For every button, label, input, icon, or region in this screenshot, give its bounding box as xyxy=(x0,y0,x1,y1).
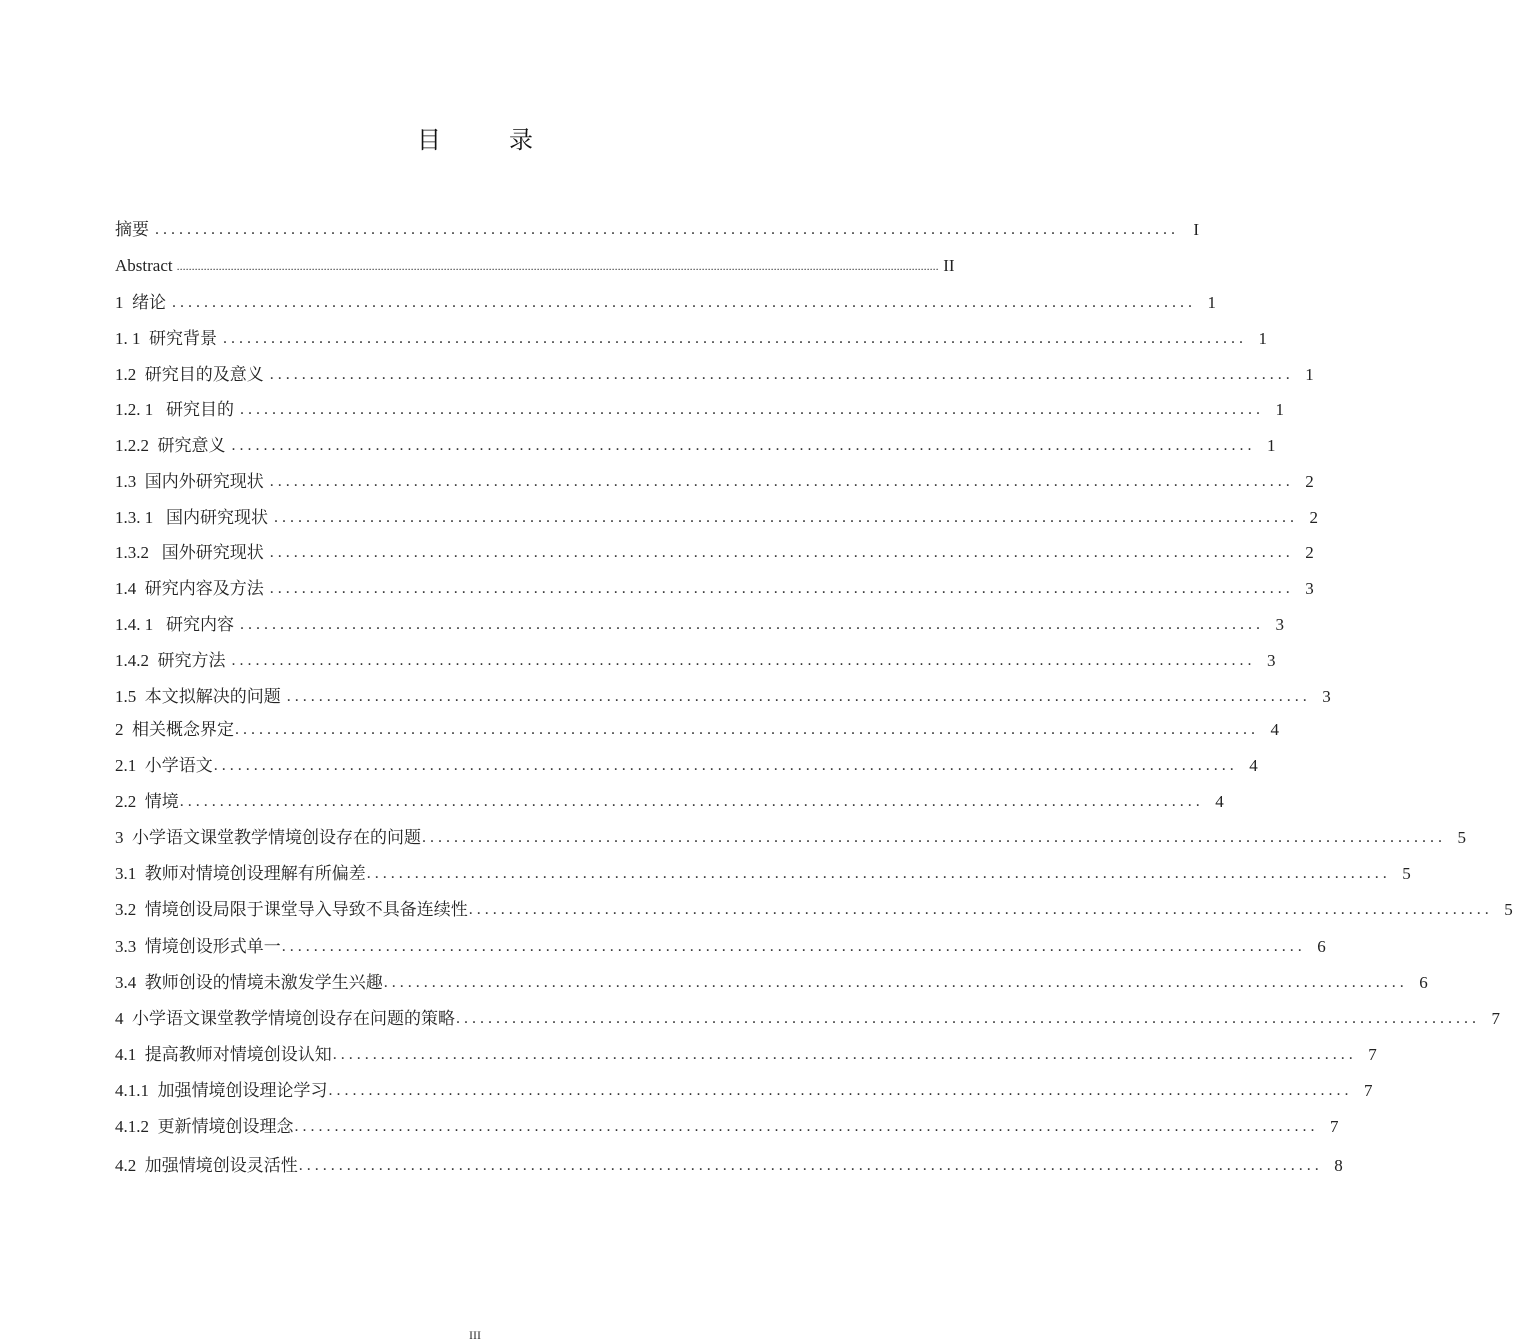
toc-entry-page: 2 xyxy=(1309,508,1318,527)
toc-leader-dots: ................................................................................................................................ xyxy=(172,294,1196,311)
toc-entry-label: 1. 1 研究背景 xyxy=(115,329,217,348)
toc-leader-dots: ................................................................................................................................ xyxy=(298,1157,1323,1174)
toc-leader-dots: ................................................................................................................................ xyxy=(155,221,1179,238)
toc-leader-dots: ................................................................................................................................ xyxy=(223,330,1247,347)
toc-entry-label: 4.1.2 更新情境创设理念 xyxy=(115,1117,294,1136)
toc-entry-label: 1.5 本文拟解决的问题 xyxy=(115,687,281,706)
toc-entry-page: 4 xyxy=(1270,720,1279,739)
toc-entry-label: 1.4 研究内容及方法 xyxy=(115,579,264,598)
toc-entry[interactable] xyxy=(115,469,1314,493)
toc-entry-label: Abstract xyxy=(115,256,173,275)
toc-entry-page: 3 xyxy=(1322,687,1331,706)
toc-entry-label: 1.2.2 研究意义 xyxy=(115,436,226,455)
toc-entry-page: 5 xyxy=(1504,900,1513,919)
toc-entry-page: 4 xyxy=(1215,792,1224,811)
toc-title: 目 录 xyxy=(417,128,555,154)
toc-leader-dots: ................................................................................................................................ xyxy=(269,544,1294,561)
toc-leader-dots: .............................................................................................................................................................................................................................................................. xyxy=(176,259,939,273)
toc-entry-label: 4.1 提高教师对情境创设认知 xyxy=(115,1045,332,1064)
toc-entry-page: 4 xyxy=(1249,756,1258,775)
toc-leader-dots: ................................................................................................................................ xyxy=(468,901,1493,918)
toc-entry-page: 5 xyxy=(1402,864,1411,883)
toc-entry[interactable] xyxy=(115,897,1513,921)
toc-leader-dots: ................................................................................................................................ xyxy=(240,616,1264,633)
toc-leader-dots: ................................................................................................................................ xyxy=(231,652,1256,669)
toc-entry-label: 4.1.1 加强情境创设理论学习 xyxy=(115,1081,328,1100)
toc-entry[interactable] xyxy=(115,684,1331,708)
toc-entry[interactable] xyxy=(115,290,1216,314)
toc-entry-page: 3 xyxy=(1267,651,1276,670)
toc-entry-label: 3.2 情境创设局限于课堂导入导致不具备连续性 xyxy=(115,900,468,919)
toc-entry-label: 1 绪论 xyxy=(115,293,166,312)
toc-entry-page: 6 xyxy=(1317,937,1326,956)
toc-entry[interactable] xyxy=(115,1078,1373,1102)
toc-leader-dots: ................................................................................................................................ xyxy=(281,938,1306,955)
toc-entry-label: 3.1 教师对情境创设理解有所偏差 xyxy=(115,864,366,883)
toc-entry[interactable] xyxy=(115,789,1224,813)
toc-leader-dots: ................................................................................................................................ xyxy=(179,793,1204,810)
toc-leader-dots: ................................................................................................................................ xyxy=(269,473,1294,490)
toc-entry-page: 2 xyxy=(1305,472,1314,491)
toc-entry-page: 8 xyxy=(1334,1156,1343,1175)
toc-entry-label: 2 相关概念界定 xyxy=(115,720,234,739)
toc-entry-page: 7 xyxy=(1491,1009,1500,1028)
toc-entry-label: 1.2. 1 研究目的 xyxy=(115,400,234,419)
toc-leader-dots: ................................................................................................................................ xyxy=(269,580,1294,597)
toc-entry[interactable] xyxy=(115,753,1258,777)
toc-entry-label: 4.2 加强情境创设灵活性 xyxy=(115,1156,298,1175)
toc-entry[interactable] xyxy=(115,576,1314,600)
toc-entry[interactable] xyxy=(115,1114,1339,1138)
toc-leader-dots: ................................................................................................................................ xyxy=(235,721,1259,738)
toc-entry-page: 1 xyxy=(1305,365,1314,384)
toc-leader-dots: ................................................................................................................................ xyxy=(231,437,1256,454)
toc-entry[interactable] xyxy=(115,433,1276,457)
toc-leader-dots: ................................................................................................................................ xyxy=(456,1010,1480,1027)
toc-entry-page: 7 xyxy=(1364,1081,1373,1100)
toc-entry[interactable] xyxy=(115,540,1314,564)
toc-entry-label: 1.3.2 国外研究现状 xyxy=(115,543,264,562)
toc-entry-page: 1 xyxy=(1275,400,1284,419)
toc-entry[interactable] xyxy=(115,253,955,277)
toc-leader-dots: ................................................................................................................................ xyxy=(422,829,1446,846)
toc-leader-dots: ................................................................................................................................ xyxy=(383,974,1408,991)
toc-entry[interactable] xyxy=(115,326,1267,350)
toc-entry[interactable] xyxy=(115,397,1284,421)
toc-entry[interactable] xyxy=(115,1153,1343,1177)
toc-leader-dots: ................................................................................................................................ xyxy=(274,509,1298,526)
toc-entry-label: 2.1 小学语文 xyxy=(115,756,213,775)
toc-leader-dots: ................................................................................................................................ xyxy=(294,1118,1319,1135)
toc-leader-dots: ................................................................................................................................ xyxy=(286,688,1311,705)
toc-entry-page: I xyxy=(1193,220,1199,239)
toc-entry[interactable] xyxy=(115,362,1314,386)
toc-entry[interactable] xyxy=(115,1042,1377,1066)
toc-entry-page: 1 xyxy=(1207,293,1216,312)
toc-entry-page: 7 xyxy=(1368,1045,1377,1064)
toc-entry-page: 1 xyxy=(1267,436,1276,455)
toc-entry-label: 1.4. 1 研究内容 xyxy=(115,615,234,634)
toc-entry-page: 2 xyxy=(1305,543,1314,562)
toc-entry[interactable] xyxy=(115,861,1411,885)
toc-entry[interactable] xyxy=(115,717,1279,741)
toc-leader-dots: ................................................................................................................................ xyxy=(240,401,1264,418)
toc-entry[interactable] xyxy=(115,1006,1500,1030)
toc-entry-label: 4 小学语文课堂教学情境创设存在问题的策略 xyxy=(115,1009,455,1028)
toc-entry-page: 3 xyxy=(1275,615,1284,634)
toc-entry-label: 3.3 情境创设形式单一 xyxy=(115,937,281,956)
toc-entry-label: 2.2 情境 xyxy=(115,792,179,811)
toc-entry-page: 7 xyxy=(1330,1117,1339,1136)
toc-entry-label: 1.2 研究目的及意义 xyxy=(115,365,264,384)
toc-entry[interactable] xyxy=(115,648,1276,672)
toc-entry-page: 6 xyxy=(1419,973,1428,992)
toc-entry[interactable] xyxy=(115,612,1284,636)
toc-entry-label: 摘要 xyxy=(115,220,149,239)
toc-entry-label: 1.3. 1 国内研究现状 xyxy=(115,508,268,527)
toc-entry-label: 3 小学语文课堂教学情境创设存在的问题 xyxy=(115,828,421,847)
toc-entry-page: 5 xyxy=(1457,828,1466,847)
toc-leader-dots: ................................................................................................................................ xyxy=(328,1082,1353,1099)
toc-leader-dots: ................................................................................................................................ xyxy=(269,366,1294,383)
toc-entry-page: 3 xyxy=(1305,579,1314,598)
toc-entry[interactable] xyxy=(115,505,1318,529)
toc-entry-page: 1 xyxy=(1258,329,1267,348)
toc-leader-dots: ................................................................................................................................ xyxy=(332,1046,1357,1063)
toc-entry-page: II xyxy=(943,256,955,275)
toc-entry[interactable] xyxy=(115,970,1428,994)
page-number: III xyxy=(469,1328,481,1342)
toc-entry[interactable] xyxy=(115,825,1466,849)
toc-leader-dots: ................................................................................................................................ xyxy=(366,865,1391,882)
toc-entry-label: 1.4.2 研究方法 xyxy=(115,651,226,670)
toc-leader-dots: ................................................................................................................................ xyxy=(213,757,1238,774)
toc-entry[interactable] xyxy=(115,934,1326,958)
toc-entry-label: 3.4 教师创设的情境未激发学生兴趣 xyxy=(115,973,383,992)
toc-entry[interactable] xyxy=(115,217,1199,241)
toc-entry-label: 1.3 国内外研究现状 xyxy=(115,472,264,491)
